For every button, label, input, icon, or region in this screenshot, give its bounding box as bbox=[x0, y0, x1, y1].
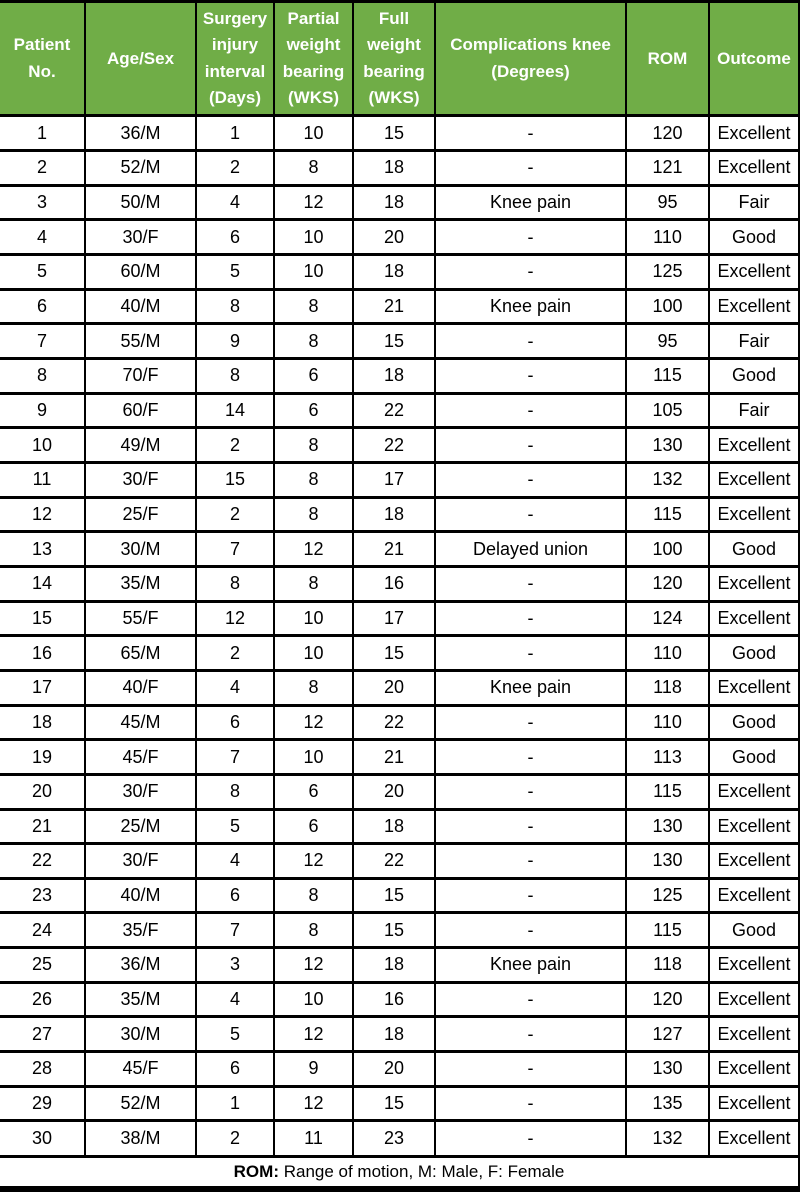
cell-full-weight-bearing: 17 bbox=[353, 601, 435, 636]
cell-rom: 100 bbox=[626, 289, 709, 324]
cell-outcome: Excellent bbox=[709, 1121, 799, 1156]
cell-outcome: Excellent bbox=[709, 255, 799, 290]
cell-outcome: Excellent bbox=[709, 774, 799, 809]
cell-age-sex: 60/M bbox=[85, 255, 196, 290]
cell-age-sex: 30/F bbox=[85, 220, 196, 255]
cell-outcome: Fair bbox=[709, 185, 799, 220]
cell-patient-no: 27 bbox=[0, 1017, 85, 1052]
cell-rom: 121 bbox=[626, 151, 709, 186]
cell-rom: 115 bbox=[626, 358, 709, 393]
cell-age-sex: 30/F bbox=[85, 774, 196, 809]
cell-rom: 115 bbox=[626, 774, 709, 809]
cell-partial-weight-bearing: 8 bbox=[274, 913, 353, 948]
table-row bbox=[0, 1121, 799, 1156]
cell-surgery-injury-interval: 7 bbox=[196, 740, 274, 775]
cell-partial-weight-bearing: 10 bbox=[274, 255, 353, 290]
cell-patient-no: 4 bbox=[0, 220, 85, 255]
cell-partial-weight-bearing: 8 bbox=[274, 878, 353, 913]
cell-partial-weight-bearing: 8 bbox=[274, 151, 353, 186]
cell-patient-no: 5 bbox=[0, 255, 85, 290]
cell-surgery-injury-interval: 5 bbox=[196, 255, 274, 290]
cell-full-weight-bearing: 15 bbox=[353, 636, 435, 671]
cell-full-weight-bearing: 16 bbox=[353, 566, 435, 601]
cell-full-weight-bearing: 21 bbox=[353, 289, 435, 324]
table-row bbox=[0, 1086, 799, 1121]
cell-age-sex: 40/M bbox=[85, 289, 196, 324]
table-row bbox=[0, 116, 799, 151]
cell-full-weight-bearing: 23 bbox=[353, 1121, 435, 1156]
cell-patient-no: 26 bbox=[0, 982, 85, 1017]
cell-age-sex: 49/M bbox=[85, 428, 196, 463]
cell-patient-no: 1 bbox=[0, 116, 85, 151]
cell-rom: 100 bbox=[626, 532, 709, 567]
cell-outcome: Good bbox=[709, 358, 799, 393]
cell-full-weight-bearing: 21 bbox=[353, 740, 435, 775]
cell-partial-weight-bearing: 8 bbox=[274, 462, 353, 497]
cell-full-weight-bearing: 16 bbox=[353, 982, 435, 1017]
table-row bbox=[0, 670, 799, 705]
table-row bbox=[0, 532, 799, 567]
cell-outcome: Good bbox=[709, 636, 799, 671]
cell-patient-no: 24 bbox=[0, 913, 85, 948]
cell-partial-weight-bearing: 6 bbox=[274, 809, 353, 844]
cell-partial-weight-bearing: 8 bbox=[274, 497, 353, 532]
column-header-full-weight-bearing: Full weight bearing (WKS) bbox=[353, 2, 435, 116]
cell-surgery-injury-interval: 8 bbox=[196, 774, 274, 809]
cell-rom: 95 bbox=[626, 185, 709, 220]
cell-outcome: Excellent bbox=[709, 428, 799, 463]
cell-surgery-injury-interval: 6 bbox=[196, 878, 274, 913]
cell-patient-no: 10 bbox=[0, 428, 85, 463]
cell-rom: 125 bbox=[626, 255, 709, 290]
cell-full-weight-bearing: 20 bbox=[353, 220, 435, 255]
cell-outcome: Excellent bbox=[709, 462, 799, 497]
cell-partial-weight-bearing: 12 bbox=[274, 1086, 353, 1121]
cell-complications-knee: - bbox=[435, 1052, 626, 1087]
cell-partial-weight-bearing: 8 bbox=[274, 428, 353, 463]
cell-complications-knee: - bbox=[435, 393, 626, 428]
table-row bbox=[0, 220, 799, 255]
cell-age-sex: 65/M bbox=[85, 636, 196, 671]
cell-rom: 110 bbox=[626, 636, 709, 671]
cell-age-sex: 30/M bbox=[85, 532, 196, 567]
cell-age-sex: 30/F bbox=[85, 844, 196, 879]
cell-patient-no: 25 bbox=[0, 948, 85, 983]
cell-patient-no: 8 bbox=[0, 358, 85, 393]
cell-surgery-injury-interval: 8 bbox=[196, 289, 274, 324]
cell-surgery-injury-interval: 9 bbox=[196, 324, 274, 359]
cell-complications-knee: Knee pain bbox=[435, 948, 626, 983]
cell-age-sex: 36/M bbox=[85, 116, 196, 151]
cell-outcome: Excellent bbox=[709, 982, 799, 1017]
cell-surgery-injury-interval: 4 bbox=[196, 982, 274, 1017]
cell-complications-knee: - bbox=[435, 844, 626, 879]
cell-patient-no: 11 bbox=[0, 462, 85, 497]
cell-rom: 120 bbox=[626, 566, 709, 601]
table-row bbox=[0, 636, 799, 671]
cell-complications-knee: Delayed union bbox=[435, 532, 626, 567]
column-header-rom: ROM bbox=[626, 2, 709, 116]
cell-patient-no: 28 bbox=[0, 1052, 85, 1087]
cell-surgery-injury-interval: 8 bbox=[196, 566, 274, 601]
cell-partial-weight-bearing: 12 bbox=[274, 185, 353, 220]
cell-partial-weight-bearing: 9 bbox=[274, 1052, 353, 1087]
cell-full-weight-bearing: 20 bbox=[353, 670, 435, 705]
table-row bbox=[0, 809, 799, 844]
cell-age-sex: 35/M bbox=[85, 566, 196, 601]
cell-full-weight-bearing: 22 bbox=[353, 844, 435, 879]
cell-rom: 130 bbox=[626, 844, 709, 879]
cell-partial-weight-bearing: 6 bbox=[274, 774, 353, 809]
cell-surgery-injury-interval: 14 bbox=[196, 393, 274, 428]
table-row bbox=[0, 948, 799, 983]
cell-rom: 120 bbox=[626, 982, 709, 1017]
cell-complications-knee: Knee pain bbox=[435, 670, 626, 705]
column-header-surgery-injury-interval: Surgery injury interval (Days) bbox=[196, 2, 274, 116]
cell-age-sex: 35/F bbox=[85, 913, 196, 948]
cell-surgery-injury-interval: 12 bbox=[196, 601, 274, 636]
cell-partial-weight-bearing: 11 bbox=[274, 1121, 353, 1156]
cell-complications-knee: - bbox=[435, 740, 626, 775]
cell-complications-knee: - bbox=[435, 358, 626, 393]
cell-partial-weight-bearing: 12 bbox=[274, 1017, 353, 1052]
cell-surgery-injury-interval: 7 bbox=[196, 913, 274, 948]
cell-partial-weight-bearing: 10 bbox=[274, 740, 353, 775]
cell-surgery-injury-interval: 1 bbox=[196, 1086, 274, 1121]
cell-full-weight-bearing: 22 bbox=[353, 428, 435, 463]
cell-rom: 118 bbox=[626, 670, 709, 705]
cell-patient-no: 23 bbox=[0, 878, 85, 913]
column-header-outcome: Outcome bbox=[709, 2, 799, 116]
cell-full-weight-bearing: 15 bbox=[353, 913, 435, 948]
cell-complications-knee: - bbox=[435, 913, 626, 948]
cell-partial-weight-bearing: 8 bbox=[274, 670, 353, 705]
cell-partial-weight-bearing: 8 bbox=[274, 324, 353, 359]
column-header-age-sex: Age/Sex bbox=[85, 2, 196, 116]
cell-full-weight-bearing: 22 bbox=[353, 705, 435, 740]
cell-patient-no: 17 bbox=[0, 670, 85, 705]
cell-complications-knee: - bbox=[435, 428, 626, 463]
table-row bbox=[0, 358, 799, 393]
cell-rom: 130 bbox=[626, 1052, 709, 1087]
cell-surgery-injury-interval: 2 bbox=[196, 1121, 274, 1156]
cell-age-sex: 45/M bbox=[85, 705, 196, 740]
cell-patient-no: 15 bbox=[0, 601, 85, 636]
cell-outcome: Good bbox=[709, 532, 799, 567]
table-row bbox=[0, 878, 799, 913]
cell-outcome: Fair bbox=[709, 393, 799, 428]
cell-age-sex: 25/M bbox=[85, 809, 196, 844]
cell-surgery-injury-interval: 6 bbox=[196, 705, 274, 740]
column-header-partial-weight-bearing: Partial weight bearing (WKS) bbox=[274, 2, 353, 116]
cell-surgery-injury-interval: 5 bbox=[196, 1017, 274, 1052]
cell-patient-no: 6 bbox=[0, 289, 85, 324]
cell-patient-no: 16 bbox=[0, 636, 85, 671]
cell-rom: 95 bbox=[626, 324, 709, 359]
cell-patient-no: 7 bbox=[0, 324, 85, 359]
cell-rom: 105 bbox=[626, 393, 709, 428]
cell-surgery-injury-interval: 6 bbox=[196, 220, 274, 255]
cell-partial-weight-bearing: 6 bbox=[274, 358, 353, 393]
cell-age-sex: 40/F bbox=[85, 670, 196, 705]
cell-partial-weight-bearing: 12 bbox=[274, 532, 353, 567]
cell-age-sex: 25/F bbox=[85, 497, 196, 532]
cell-complications-knee: - bbox=[435, 878, 626, 913]
cell-age-sex: 55/F bbox=[85, 601, 196, 636]
cell-age-sex: 30/M bbox=[85, 1017, 196, 1052]
cell-full-weight-bearing: 15 bbox=[353, 1086, 435, 1121]
table-row bbox=[0, 289, 799, 324]
cell-surgery-injury-interval: 8 bbox=[196, 358, 274, 393]
cell-rom: 124 bbox=[626, 601, 709, 636]
table-footer bbox=[0, 1156, 799, 1189]
cell-patient-no: 19 bbox=[0, 740, 85, 775]
cell-surgery-injury-interval: 3 bbox=[196, 948, 274, 983]
footnote-text: Range of motion, M: Male, F: Female bbox=[278, 1161, 565, 1181]
cell-full-weight-bearing: 18 bbox=[353, 255, 435, 290]
cell-complications-knee: - bbox=[435, 705, 626, 740]
table-row bbox=[0, 462, 799, 497]
cell-outcome: Excellent bbox=[709, 1052, 799, 1087]
cell-age-sex: 45/F bbox=[85, 740, 196, 775]
cell-outcome: Excellent bbox=[709, 844, 799, 879]
cell-complications-knee: - bbox=[435, 809, 626, 844]
cell-partial-weight-bearing: 6 bbox=[274, 393, 353, 428]
table-header bbox=[0, 2, 799, 116]
cell-patient-no: 13 bbox=[0, 532, 85, 567]
footnote-abbreviation: ROM: bbox=[233, 1161, 279, 1181]
cell-rom: 127 bbox=[626, 1017, 709, 1052]
cell-patient-no: 30 bbox=[0, 1121, 85, 1156]
cell-surgery-injury-interval: 7 bbox=[196, 532, 274, 567]
cell-outcome: Good bbox=[709, 740, 799, 775]
cell-patient-no: 12 bbox=[0, 497, 85, 532]
cell-age-sex: 52/M bbox=[85, 1086, 196, 1121]
cell-surgery-injury-interval: 6 bbox=[196, 1052, 274, 1087]
cell-outcome: Excellent bbox=[709, 151, 799, 186]
cell-patient-no: 18 bbox=[0, 705, 85, 740]
cell-outcome: Excellent bbox=[709, 566, 799, 601]
cell-partial-weight-bearing: 12 bbox=[274, 844, 353, 879]
cell-outcome: Excellent bbox=[709, 1086, 799, 1121]
cell-complications-knee: - bbox=[435, 462, 626, 497]
cell-surgery-injury-interval: 4 bbox=[196, 844, 274, 879]
cell-rom: 130 bbox=[626, 809, 709, 844]
cell-surgery-injury-interval: 2 bbox=[196, 497, 274, 532]
cell-age-sex: 38/M bbox=[85, 1121, 196, 1156]
cell-partial-weight-bearing: 12 bbox=[274, 705, 353, 740]
cell-rom: 115 bbox=[626, 913, 709, 948]
cell-age-sex: 30/F bbox=[85, 462, 196, 497]
cell-surgery-injury-interval: 15 bbox=[196, 462, 274, 497]
cell-full-weight-bearing: 15 bbox=[353, 116, 435, 151]
cell-age-sex: 52/M bbox=[85, 151, 196, 186]
cell-patient-no: 2 bbox=[0, 151, 85, 186]
cell-surgery-injury-interval: 2 bbox=[196, 636, 274, 671]
cell-outcome: Excellent bbox=[709, 809, 799, 844]
cell-full-weight-bearing: 18 bbox=[353, 185, 435, 220]
cell-outcome: Good bbox=[709, 705, 799, 740]
cell-rom: 118 bbox=[626, 948, 709, 983]
cell-surgery-injury-interval: 2 bbox=[196, 428, 274, 463]
cell-outcome: Excellent bbox=[709, 948, 799, 983]
column-header-complications-knee: Complications knee (Degrees) bbox=[435, 2, 626, 116]
cell-partial-weight-bearing: 10 bbox=[274, 982, 353, 1017]
cell-surgery-injury-interval: 4 bbox=[196, 670, 274, 705]
table-row bbox=[0, 428, 799, 463]
table-row bbox=[0, 705, 799, 740]
table-row bbox=[0, 185, 799, 220]
cell-outcome: Good bbox=[709, 913, 799, 948]
cell-complications-knee: - bbox=[435, 1017, 626, 1052]
table-row bbox=[0, 566, 799, 601]
cell-outcome: Good bbox=[709, 220, 799, 255]
cell-complications-knee: - bbox=[435, 220, 626, 255]
cell-full-weight-bearing: 21 bbox=[353, 532, 435, 567]
cell-complications-knee: Knee pain bbox=[435, 289, 626, 324]
cell-complications-knee: - bbox=[435, 151, 626, 186]
cell-rom: 110 bbox=[626, 705, 709, 740]
cell-partial-weight-bearing: 10 bbox=[274, 220, 353, 255]
cell-rom: 113 bbox=[626, 740, 709, 775]
cell-partial-weight-bearing: 12 bbox=[274, 948, 353, 983]
cell-age-sex: 70/F bbox=[85, 358, 196, 393]
cell-rom: 132 bbox=[626, 1121, 709, 1156]
table-row bbox=[0, 601, 799, 636]
cell-full-weight-bearing: 18 bbox=[353, 497, 435, 532]
cell-complications-knee: - bbox=[435, 601, 626, 636]
table-row bbox=[0, 497, 799, 532]
cell-age-sex: 50/M bbox=[85, 185, 196, 220]
cell-rom: 110 bbox=[626, 220, 709, 255]
cell-full-weight-bearing: 15 bbox=[353, 878, 435, 913]
cell-outcome: Excellent bbox=[709, 116, 799, 151]
cell-outcome: Excellent bbox=[709, 497, 799, 532]
cell-complications-knee: - bbox=[435, 116, 626, 151]
table-row bbox=[0, 324, 799, 359]
cell-full-weight-bearing: 20 bbox=[353, 774, 435, 809]
table-row bbox=[0, 151, 799, 186]
cell-complications-knee: - bbox=[435, 566, 626, 601]
cell-rom: 130 bbox=[626, 428, 709, 463]
cell-patient-no: 20 bbox=[0, 774, 85, 809]
cell-surgery-injury-interval: 4 bbox=[196, 185, 274, 220]
table-row bbox=[0, 1017, 799, 1052]
footnote-cell bbox=[0, 1156, 799, 1189]
cell-age-sex: 36/M bbox=[85, 948, 196, 983]
cell-full-weight-bearing: 18 bbox=[353, 809, 435, 844]
cell-rom: 135 bbox=[626, 1086, 709, 1121]
cell-complications-knee: Knee pain bbox=[435, 185, 626, 220]
cell-complications-knee: - bbox=[435, 636, 626, 671]
cell-complications-knee: - bbox=[435, 497, 626, 532]
cell-full-weight-bearing: 22 bbox=[353, 393, 435, 428]
cell-full-weight-bearing: 18 bbox=[353, 358, 435, 393]
table-row bbox=[0, 982, 799, 1017]
cell-outcome: Excellent bbox=[709, 1017, 799, 1052]
header-row bbox=[0, 2, 799, 116]
table-body bbox=[0, 116, 799, 1156]
cell-surgery-injury-interval: 2 bbox=[196, 151, 274, 186]
cell-outcome: Fair bbox=[709, 324, 799, 359]
cell-rom: 125 bbox=[626, 878, 709, 913]
cell-outcome: Excellent bbox=[709, 878, 799, 913]
cell-full-weight-bearing: 15 bbox=[353, 324, 435, 359]
cell-full-weight-bearing: 18 bbox=[353, 948, 435, 983]
cell-partial-weight-bearing: 10 bbox=[274, 116, 353, 151]
cell-age-sex: 40/M bbox=[85, 878, 196, 913]
cell-full-weight-bearing: 17 bbox=[353, 462, 435, 497]
cell-full-weight-bearing: 20 bbox=[353, 1052, 435, 1087]
cell-outcome: Excellent bbox=[709, 601, 799, 636]
cell-complications-knee: - bbox=[435, 324, 626, 359]
cell-rom: 120 bbox=[626, 116, 709, 151]
cell-complications-knee: - bbox=[435, 982, 626, 1017]
cell-partial-weight-bearing: 8 bbox=[274, 289, 353, 324]
cell-rom: 132 bbox=[626, 462, 709, 497]
cell-outcome: Excellent bbox=[709, 289, 799, 324]
cell-surgery-injury-interval: 1 bbox=[196, 116, 274, 151]
cell-complications-knee: - bbox=[435, 774, 626, 809]
cell-complications-knee: - bbox=[435, 1086, 626, 1121]
cell-partial-weight-bearing: 10 bbox=[274, 601, 353, 636]
cell-age-sex: 35/M bbox=[85, 982, 196, 1017]
cell-patient-no: 9 bbox=[0, 393, 85, 428]
table-row bbox=[0, 740, 799, 775]
table-row bbox=[0, 913, 799, 948]
table-row bbox=[0, 774, 799, 809]
cell-complications-knee: - bbox=[435, 1121, 626, 1156]
cell-partial-weight-bearing: 8 bbox=[274, 566, 353, 601]
cell-patient-no: 22 bbox=[0, 844, 85, 879]
table-row bbox=[0, 255, 799, 290]
table-row bbox=[0, 393, 799, 428]
cell-rom: 115 bbox=[626, 497, 709, 532]
cell-patient-no: 21 bbox=[0, 809, 85, 844]
cell-full-weight-bearing: 18 bbox=[353, 151, 435, 186]
cell-age-sex: 60/F bbox=[85, 393, 196, 428]
cell-age-sex: 55/M bbox=[85, 324, 196, 359]
cell-outcome: Excellent bbox=[709, 670, 799, 705]
footnote-row bbox=[0, 1156, 799, 1189]
cell-patient-no: 29 bbox=[0, 1086, 85, 1121]
cell-surgery-injury-interval: 5 bbox=[196, 809, 274, 844]
table-row bbox=[0, 844, 799, 879]
table-row bbox=[0, 1052, 799, 1087]
cell-partial-weight-bearing: 10 bbox=[274, 636, 353, 671]
column-header-patient-no: Patient No. bbox=[0, 2, 85, 116]
cell-age-sex: 45/F bbox=[85, 1052, 196, 1087]
cell-patient-no: 14 bbox=[0, 566, 85, 601]
cell-full-weight-bearing: 18 bbox=[353, 1017, 435, 1052]
cell-complications-knee: - bbox=[435, 255, 626, 290]
cell-patient-no: 3 bbox=[0, 185, 85, 220]
